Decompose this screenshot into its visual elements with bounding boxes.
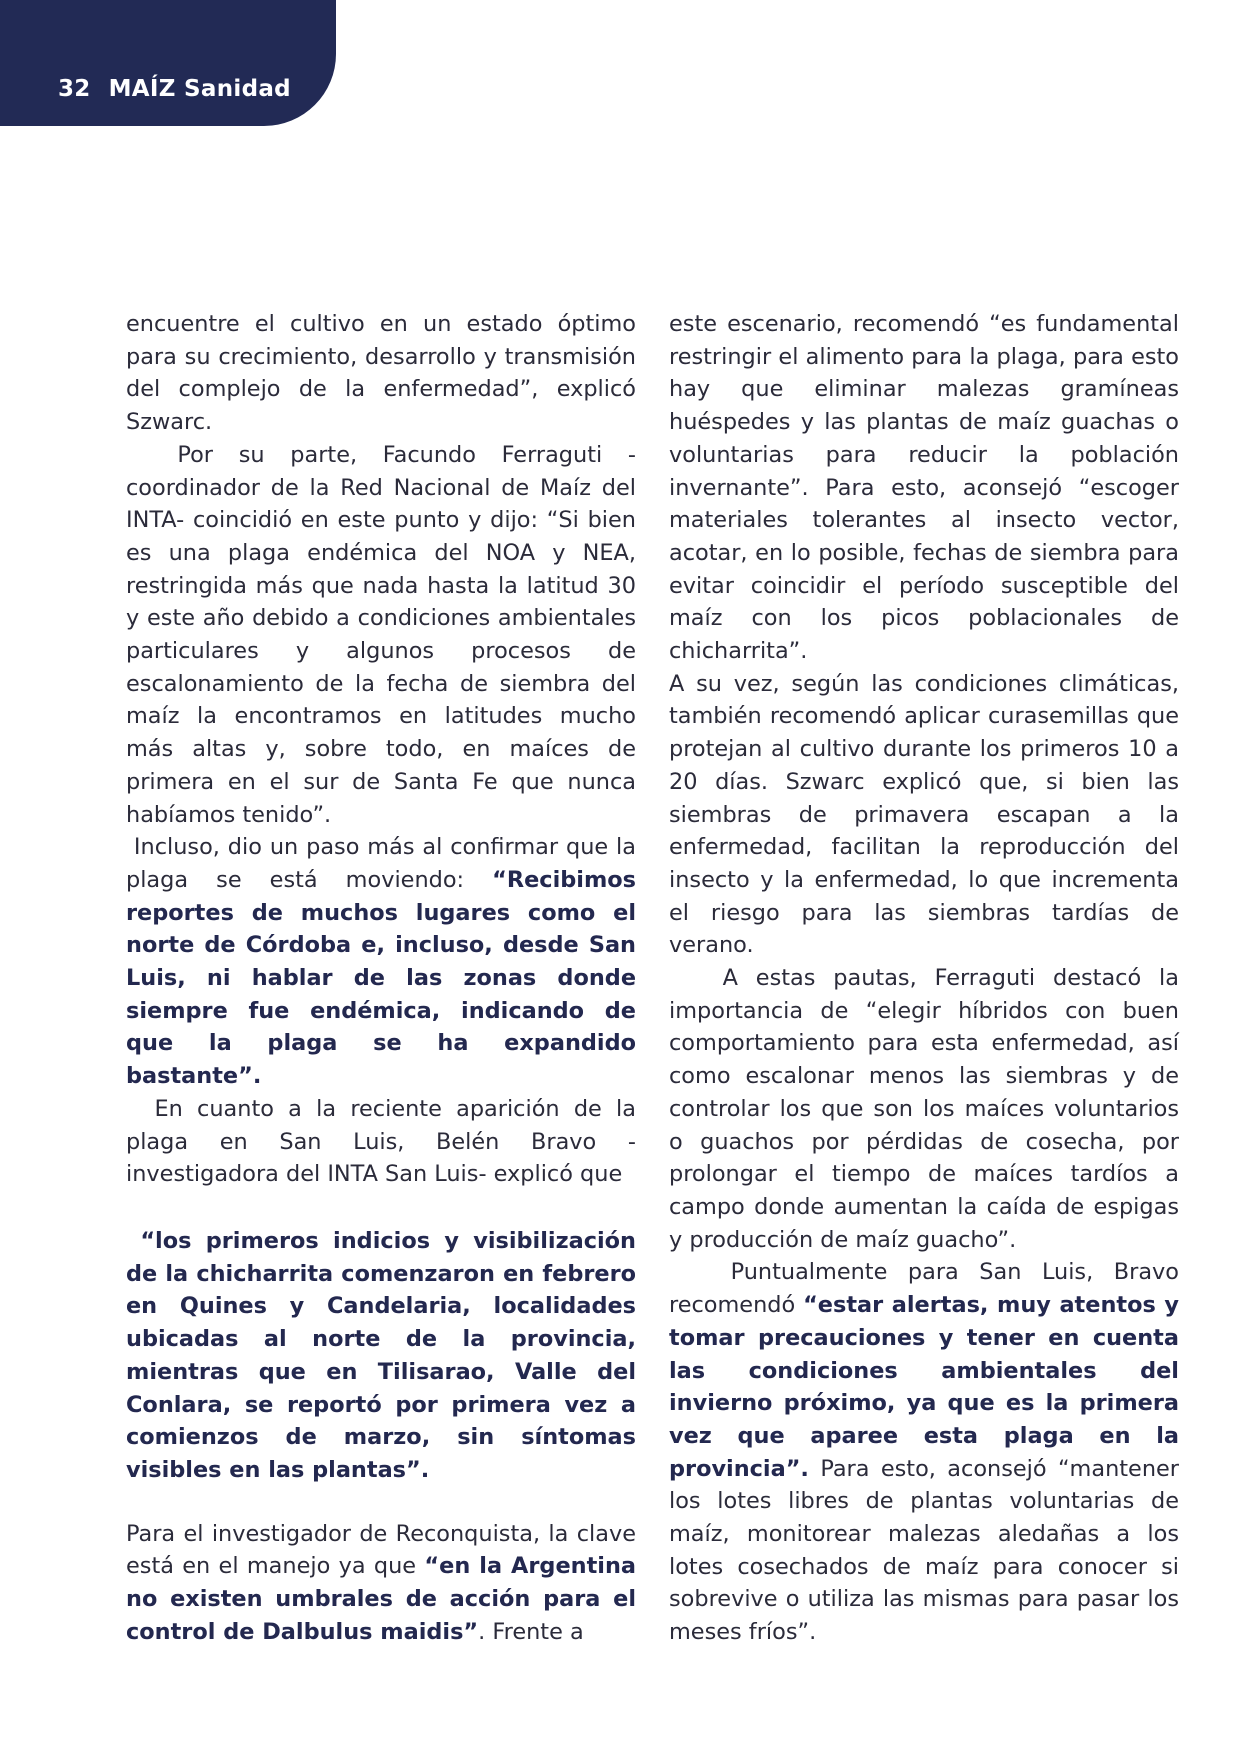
page-number: 32 xyxy=(58,76,91,102)
paragraph: encuentre el cultivo en un estado óptimo para su crecimiento, desarrollo y transmisión del complejo de la enfermedad”, explicó Szwarc. xyxy=(126,311,636,436)
paragraph-text: Incluso, dio un paso más al confirmar que la plaga se está moviendo: xyxy=(126,834,636,893)
header-tab xyxy=(0,0,336,126)
paragraph: A estas pautas, Ferraguti destacó la importancia de “elegir híbridos con buen comportamiento para esta enfermedad, así como escalonar menos las siembras y de controlar los que son los maíces voluntarios o guachos por pérdidas de cosecha, por prolongar el tiempo de maíces tardíos a campo donde aumentan la caída de espigas y producción de maíz guacho”. xyxy=(669,965,1179,1253)
highlighted-quote: “estar alertas, muy atentos y tomar precauciones y tener en cuenta las condiciones ambientales del invierno próximo, ya que es la primera vez que aparee esta plaga en la provincia”. xyxy=(669,1292,1179,1482)
paragraph-text: Puntualmente para San Luis, Bravo recomendó xyxy=(669,1259,1179,1319)
page-header xyxy=(58,76,291,102)
paragraph xyxy=(669,1256,1179,1648)
left-column xyxy=(126,308,636,1648)
section-title: MAÍZ xyxy=(108,76,176,102)
pull-quote: “los primeros indicios y visibilización de la chicharrita comenzaron en febrero en Quines y Candelaria, localidades ubicadas al norte de la provincia, mientras que en Tilisarao, Valle del Conlara, se reportó por primera vez a comienzos de marzo, sin síntomas visibles en las plantas”. xyxy=(126,1227,636,1483)
subsection-title: Sanidad xyxy=(184,76,291,102)
paragraph xyxy=(126,831,636,1093)
paragraph xyxy=(126,1518,636,1649)
paragraph: En cuanto a la reciente aparición de la plaga en San Luis, Belén Bravo - investigadora del INTA San Luis- explicó que xyxy=(126,1095,636,1188)
paragraph-text: Para esto, aconsejó “mantener los lotes libres de plantas voluntarias de maíz, monitorear malezas aledañas a los lotes cosechados de maíz para conocer si sobrevive o utiliza las mismas para pasar los meses fríos”. xyxy=(669,1455,1179,1646)
paragraph-text: Para el investigador de Reconquista, la clave está en el manejo ya que xyxy=(126,1520,636,1580)
paragraph-text: . Frente a xyxy=(478,1618,584,1645)
paragraph: Por su parte, Facundo Ferraguti - coordinador de la Red Nacional de Maíz del INTA- coincidió en este punto y dijo: “Si bien es una plaga endémica del NOA y NEA, restringida más que nada hasta la latitud 30 y este año debido a condiciones ambientales particulares y algunos procesos de escalonamiento de la fecha de siembra del maíz la encontramos en latitudes mucho más altas y, sobre todo, en maíces de primera en el sur de Santa Fe que nunca habíamos tenido”. xyxy=(126,441,636,828)
highlighted-quote: “en la Argentina no existen umbrales de acción para el control de Dalbulus maidis” xyxy=(126,1553,637,1645)
highlighted-quote: “Recibimos reportes de muchos lugares como el norte de Córdoba e, incluso, desde San Luis, ni hablar de las zonas donde siempre fue endémica, indicando de que la plaga se ha expandido bastante”. xyxy=(126,866,636,1090)
paragraph: este escenario, recomendó “es fundamental restringir el alimento para la plaga, para esto hay que eliminar malezas gramíneas huéspedes y las plantas de maíz guachas o voluntarias para reducir la población invernante”. Para esto, aconsejó “escoger materiales tolerantes al insecto vector, acotar, en lo posible, fechas de siembra para evitar coincidir el período susceptible del maíz con los picos poblacionales de chicharrita”. xyxy=(669,311,1179,665)
right-column xyxy=(669,308,1179,1649)
paragraph: A su vez, según las condiciones climáticas, también recomendó aplicar curasemillas que protejan al cultivo durante los primeros 10 a 20 días. Szwarc explicó que, si bien las siembras de primavera escapan a la enfermedad, facilitan la reproducción del insecto y la enfermedad, lo que incrementa el riesgo para las siembras tardías de verano. xyxy=(669,670,1179,959)
